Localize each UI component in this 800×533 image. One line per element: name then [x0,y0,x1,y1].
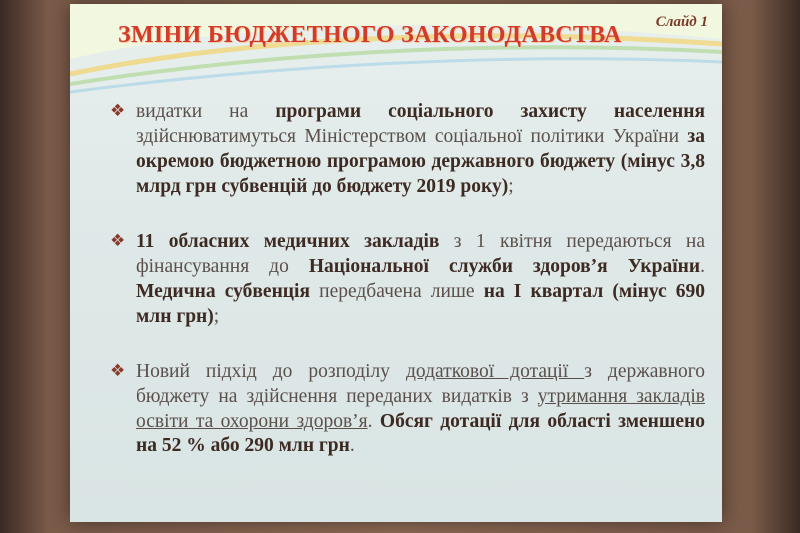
text-bold: Національної служби здоров’я України [308,255,701,277]
text: з 1 квітня передаються на фінансування до [136,230,706,277]
decorative-swoosh-graphic [70,4,722,114]
text-bold: за окремою бюджетною програмою державного бюджету (мінус 3,8 млрд грн субвенцій до бюджету 2019 року) [136,125,705,197]
text: . [700,255,706,277]
text: . [349,435,355,457]
text: передбачена лише [310,280,484,302]
presentation-slide [70,4,722,522]
text: Новий підхід до розподілу [136,360,406,382]
bullet-item-3 [110,360,705,460]
text: видатки на [136,101,276,122]
diamond-bullet-icon: ❖ [110,101,126,121]
slide-title: ЗМІНИ БЮДЖЕТНОГО ЗАКОНОДАВСТВА [118,22,622,48]
text-underlined: утримання закладів освіти та охорони здоров’я [136,385,705,432]
bullet-list [110,100,705,489]
bullet-item-1 [110,100,705,200]
diamond-bullet-icon: ❖ [110,360,126,381]
slide-number: Слайд 1 [655,14,708,30]
diamond-bullet-icon: ❖ [110,230,126,251]
text: здійснюватимуться Міністерством соціальної політики України [136,125,688,147]
bullet-item-2 [110,230,705,330]
text: ; [508,175,514,197]
text-bold: на I квартал (мінус 690 млн грн) [136,280,705,327]
text: з державного бюджету на здійснення переданих видатків з [136,360,706,407]
text: ; [213,305,220,327]
text: . [367,410,380,432]
text-bold: 11 обласних медичних закладів [136,230,440,252]
text-bold: програми соціального захисту населення [275,101,705,122]
text-bold: Обсяг дотації для області зменшено на 52 % або 290 млн грн [136,410,705,457]
text-bold: Медична субвенція [136,280,311,302]
text-underlined: додаткової дотації [406,360,585,382]
